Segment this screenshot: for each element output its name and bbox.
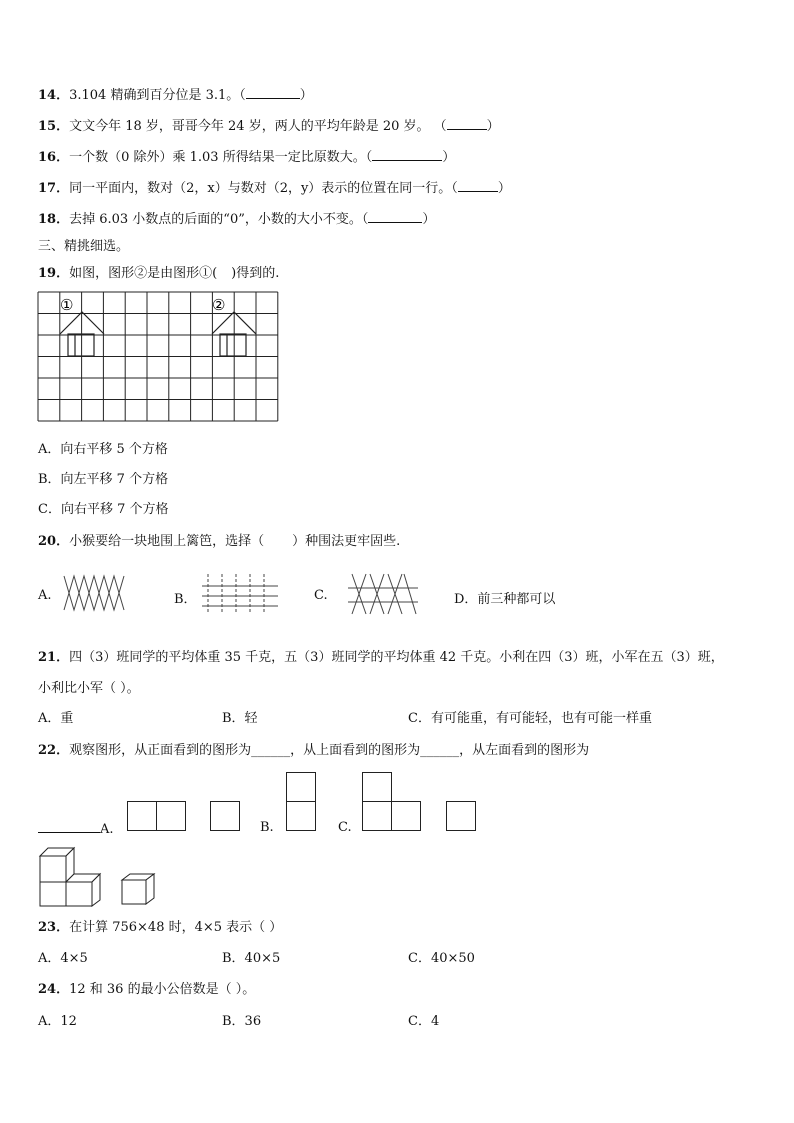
- question-number: 16．: [38, 150, 70, 165]
- grid-svg: [38, 292, 278, 422]
- figure-label-2: ②: [212, 296, 226, 314]
- answer-blank[interactable]: [458, 179, 498, 192]
- option-a[interactable]: A．12: [38, 1014, 77, 1029]
- question-16: [38, 146, 455, 165]
- option-c-label[interactable]: C.: [314, 588, 328, 603]
- question-number: 21．: [38, 650, 70, 665]
- option-c[interactable]: C．有可能重，有可能轻，也有可能一样重: [408, 711, 652, 726]
- question-number: 24．: [38, 982, 70, 997]
- option-b-label[interactable]: B．: [174, 592, 197, 607]
- question-text: 一个数（0 除外）乘 1.03 所得结果一定比原数大。（: [69, 150, 373, 165]
- question-24: [38, 978, 255, 997]
- view-c-square: [391, 801, 421, 831]
- question-text: 12 和 36 的最小公倍数是（ ）。: [69, 982, 256, 997]
- question-number: 22．: [38, 743, 70, 758]
- question-text: 同一平面内，数对（2，x）与数对（2，y）表示的位置在同一行。（: [69, 181, 458, 196]
- figure-label-1: ①: [60, 296, 74, 314]
- bracket: ）: [299, 88, 313, 103]
- answer-line-with-a: [38, 820, 114, 837]
- answer-blank[interactable]: [372, 148, 442, 161]
- answer-blank[interactable]: [447, 117, 487, 130]
- question-18: [38, 208, 435, 227]
- question-number: 20．: [38, 534, 70, 549]
- option-c-label[interactable]: C.: [338, 820, 352, 835]
- option-d[interactable]: D．前三种都可以: [454, 592, 556, 607]
- view-c-square: [362, 801, 392, 831]
- question-text-tail: ）种围法更牢固些.: [292, 534, 401, 549]
- view-single-square: [446, 801, 476, 831]
- bracket: ）: [486, 119, 500, 134]
- option-a-label[interactable]: A.: [100, 822, 114, 837]
- question-text: 3.104 精确到百分位是 3.1。（: [69, 88, 246, 103]
- question-text: 四（3）班同学的平均体重 35 千克，五（3）班同学的平均体重 42 千克。小利在四（3）班，小军在五（3）班，: [69, 650, 724, 665]
- question-17: [38, 177, 511, 196]
- view-single-square: [210, 801, 240, 831]
- question-15: [38, 115, 500, 134]
- question-number: 18．: [38, 212, 70, 227]
- question-14: [38, 84, 313, 103]
- question-number: 23．: [38, 920, 70, 935]
- question-text: 在计算 756×48 时，4×5 表示（ ）: [69, 920, 283, 935]
- question-number: 17．: [38, 181, 70, 196]
- translation-grid-figure: [38, 292, 278, 422]
- question-number: 15．: [38, 119, 70, 134]
- view-a-square: [127, 801, 157, 831]
- question-number: 19．: [38, 266, 70, 281]
- question-number: 14．: [38, 88, 70, 103]
- option-a[interactable]: A．重: [38, 711, 74, 726]
- question-text: 观察图形，从正面看到的图形为______，从上面看到的图形为______，从左面看到的图形为: [69, 743, 590, 758]
- fence-zigzag-icon: [62, 574, 126, 614]
- view-c-square: [362, 772, 392, 802]
- question-text: 去掉 6.03 小数点的后面的“0”，小数的大小不变。（: [69, 212, 369, 227]
- answer-blank[interactable]: [246, 86, 300, 99]
- option-c[interactable]: C．4: [408, 1014, 440, 1029]
- question-text: 小猴要给一块地围上篱笆，选择（: [69, 534, 265, 549]
- view-b-square: [286, 772, 316, 802]
- option-b-label[interactable]: B.: [260, 820, 274, 835]
- cube-stack-icon: [38, 846, 102, 906]
- view-a-square: [156, 801, 186, 831]
- single-cube-icon: [120, 872, 156, 906]
- answer-blank[interactable]: [368, 210, 422, 223]
- option-c[interactable]: C．40×50: [408, 951, 475, 966]
- bracket: ）: [422, 212, 436, 227]
- question-20: [38, 530, 400, 549]
- question-21-cont: 小利比小军（ ）。: [38, 681, 140, 696]
- question-23: [38, 916, 282, 935]
- question-22: [38, 739, 589, 758]
- fence-grid-icon: [200, 572, 280, 616]
- question-text-tail: )得到的.: [231, 266, 280, 281]
- option-a[interactable]: A．4×5: [38, 951, 88, 966]
- option-b[interactable]: B．轻: [222, 711, 258, 726]
- section-heading: 三、精挑细选。: [38, 239, 130, 254]
- bracket: ）: [497, 181, 511, 196]
- option-b[interactable]: B．40×5: [222, 951, 281, 966]
- view-b-square: [286, 801, 316, 831]
- question-21: [38, 646, 724, 665]
- option-b[interactable]: B．向左平移 7 个方格: [38, 472, 169, 487]
- bracket: ）: [442, 150, 456, 165]
- option-a-label[interactable]: A.: [38, 588, 52, 603]
- option-c[interactable]: C．向右平移 7 个方格: [38, 502, 169, 517]
- question-text: 文文今年 18 岁，哥哥今年 24 岁，两人的平均年龄是 20 岁。 （: [69, 119, 447, 134]
- fence-cross-icon: [346, 572, 418, 616]
- option-a[interactable]: A．向右平移 5 个方格: [38, 442, 168, 457]
- question-text: 如图，图形②是由图形①(: [69, 266, 218, 281]
- answer-blank[interactable]: [38, 820, 100, 833]
- question-19: [38, 262, 279, 281]
- option-b[interactable]: B．36: [222, 1014, 262, 1029]
